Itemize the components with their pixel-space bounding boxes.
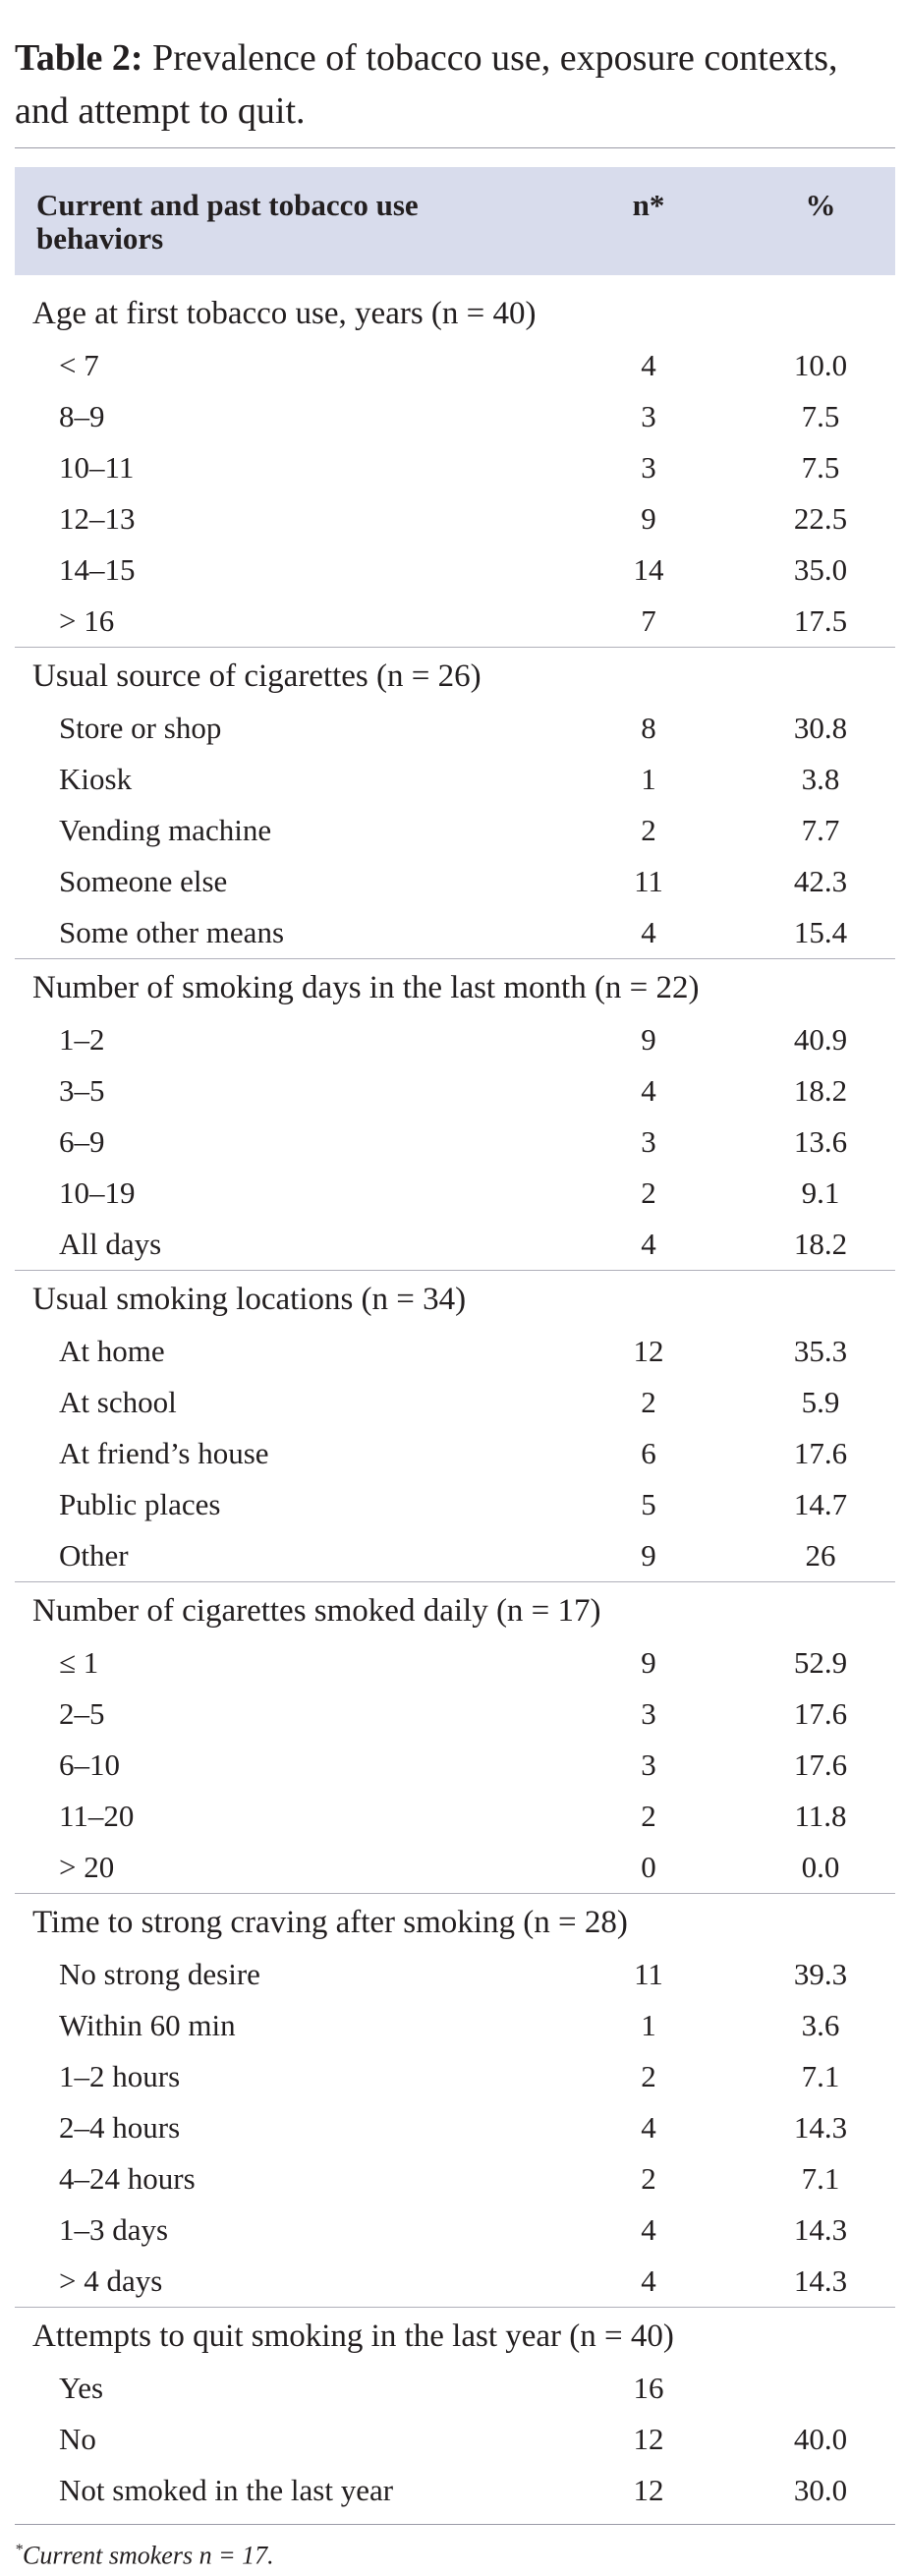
row-n: 3 <box>641 399 656 433</box>
table-row <box>15 1219 895 1270</box>
row-percent: 35.0 <box>793 552 848 587</box>
row-n: 4 <box>641 1073 656 1108</box>
row-n: 2 <box>641 1385 656 1419</box>
row-label: At home <box>59 1334 165 1368</box>
row-label: 10–11 <box>59 450 135 485</box>
row-percent: 7.5 <box>801 399 840 433</box>
row-n: 2 <box>641 813 656 847</box>
table-row <box>15 391 895 442</box>
table-row <box>15 1637 895 1689</box>
table-caption: Prevalence of tobacco use, exposure contexts, and attempt to quit. <box>15 37 838 132</box>
table-row <box>15 2256 895 2307</box>
row-n: 0 <box>641 1850 656 1884</box>
row-n: 9 <box>641 1538 656 1573</box>
row-label: Someone else <box>59 864 228 898</box>
row-percent: 14.7 <box>793 1487 848 1521</box>
footnote-marker: * <box>15 2542 23 2558</box>
table-row <box>15 1065 895 1116</box>
row-label: < 7 <box>59 348 99 382</box>
table-row <box>15 2465 895 2516</box>
row-percent: 15.4 <box>793 915 848 949</box>
row-n: 12 <box>633 2473 664 2507</box>
row-n: 2 <box>641 2059 656 2093</box>
row-percent: 7.5 <box>801 450 840 485</box>
table-row <box>15 1689 895 1740</box>
row-percent: 22.5 <box>793 501 848 536</box>
row-label: ≤ 1 <box>59 1645 99 1680</box>
table-label: Table 2: <box>15 37 143 79</box>
row-percent: 42.3 <box>793 864 848 898</box>
table-header <box>15 167 895 275</box>
row-percent: 10.0 <box>793 348 848 382</box>
row-percent: 40.0 <box>793 2422 848 2456</box>
row-label: 1–3 days <box>59 2212 169 2247</box>
row-label: 10–19 <box>59 1175 136 1210</box>
row-percent: 17.6 <box>793 1436 848 1470</box>
row-percent: 9.1 <box>801 1175 840 1210</box>
row-label: Vending machine <box>59 813 272 847</box>
row-percent: 7.1 <box>801 2059 840 2093</box>
row-label: Some other means <box>59 915 285 949</box>
section-heading <box>15 958 895 1014</box>
row-label: 12–13 <box>59 501 136 536</box>
table-row <box>15 1740 895 1791</box>
row-n: 9 <box>641 501 656 536</box>
row-n: 16 <box>633 2371 664 2405</box>
row-n: 3 <box>641 1124 656 1159</box>
section-heading <box>15 2307 895 2363</box>
header-percent: % <box>805 188 836 222</box>
row-label: Store or shop <box>59 711 222 745</box>
row-percent: 11.8 <box>794 1799 847 1833</box>
row-label: 3–5 <box>59 1073 105 1108</box>
row-label: Kiosk <box>59 762 133 796</box>
row-n: 6 <box>641 1436 656 1470</box>
row-label: 11–20 <box>59 1799 135 1833</box>
row-label: > 16 <box>59 603 115 638</box>
row-n: 3 <box>641 1747 656 1782</box>
table-row <box>15 1014 895 1065</box>
row-label: Yes <box>59 2371 104 2405</box>
row-percent: 3.8 <box>801 762 840 796</box>
table-body <box>15 285 895 2516</box>
row-label: 8–9 <box>59 399 105 433</box>
section-heading <box>15 1581 895 1637</box>
table-row <box>15 2051 895 2102</box>
row-label: 2–5 <box>59 1696 105 1731</box>
row-percent: 30.8 <box>793 711 848 745</box>
row-n: 8 <box>641 711 656 745</box>
row-label: Public places <box>59 1487 221 1521</box>
row-n: 1 <box>641 2008 656 2042</box>
row-percent: 18.2 <box>793 1073 848 1108</box>
row-n: 2 <box>641 1175 656 1210</box>
table-title <box>15 31 879 138</box>
row-percent: 3.6 <box>801 2008 840 2042</box>
row-n: 4 <box>641 2212 656 2247</box>
section-title: Usual smoking locations (n = 34) <box>32 1282 467 1317</box>
row-n: 7 <box>641 603 656 638</box>
table-row <box>15 2363 895 2414</box>
row-label: Within 60 min <box>59 2008 236 2042</box>
row-n: 12 <box>633 1334 664 1368</box>
row-percent: 26 <box>805 1538 836 1573</box>
bottom-rule <box>15 2524 895 2525</box>
table-row <box>15 1479 895 1530</box>
row-percent: 14.3 <box>793 2212 848 2247</box>
table-row <box>15 1949 895 2000</box>
table-row <box>15 544 895 596</box>
table-row <box>15 856 895 907</box>
row-percent: 35.3 <box>793 1334 848 1368</box>
table-row <box>15 907 895 958</box>
table-row <box>15 2204 895 2256</box>
row-percent: 17.6 <box>793 1696 848 1731</box>
row-percent: 52.9 <box>793 1645 848 1680</box>
row-n: 2 <box>641 2161 656 2196</box>
table-row <box>15 2153 895 2204</box>
row-n: 2 <box>641 1799 656 1833</box>
row-label: > 4 days <box>59 2263 163 2298</box>
row-n: 4 <box>641 915 656 949</box>
table-row <box>15 805 895 856</box>
row-percent: 13.6 <box>793 1124 848 1159</box>
row-label: > 20 <box>59 1850 115 1884</box>
table-row <box>15 1168 895 1219</box>
footnote <box>15 2536 274 2571</box>
section-heading <box>15 285 895 340</box>
row-n: 3 <box>641 1696 656 1731</box>
row-n: 3 <box>641 450 656 485</box>
row-label: 1–2 hours <box>59 2059 181 2093</box>
row-n: 4 <box>641 2110 656 2145</box>
top-rule <box>15 147 895 148</box>
table-row <box>15 2000 895 2051</box>
header-n: n* <box>632 188 665 222</box>
row-percent: 17.5 <box>793 603 848 638</box>
row-label: 14–15 <box>59 552 136 587</box>
row-n: 9 <box>641 1645 656 1680</box>
row-label: No strong desire <box>59 1957 260 1991</box>
row-n: 4 <box>641 1227 656 1261</box>
section-title: Number of smoking days in the last month (n = 22) <box>32 970 700 1005</box>
row-percent: 14.3 <box>793 2263 848 2298</box>
row-label: No <box>59 2422 96 2456</box>
table-row <box>15 1530 895 1581</box>
row-n: 14 <box>633 552 664 587</box>
row-percent: 0.0 <box>801 1850 840 1884</box>
table-row <box>15 1377 895 1428</box>
table-row <box>15 703 895 754</box>
table-row <box>15 754 895 805</box>
footnote-text: Current smokers n = 17. <box>23 2541 274 2570</box>
section-title: Time to strong craving after smoking (n = 28) <box>32 1905 628 1940</box>
section-title: Age at first tobacco use, years (n = 40) <box>32 296 537 331</box>
row-label: At school <box>59 1385 177 1419</box>
row-percent: 18.2 <box>793 1227 848 1261</box>
row-percent: 40.9 <box>793 1022 848 1057</box>
row-percent: 5.9 <box>801 1385 840 1419</box>
row-label: At friend’s house <box>59 1436 269 1470</box>
table-row <box>15 442 895 493</box>
row-label: Other <box>59 1538 129 1573</box>
row-percent: 7.1 <box>801 2161 840 2196</box>
row-percent: 39.3 <box>793 1957 848 1991</box>
row-n: 11 <box>634 864 663 898</box>
row-label: 6–9 <box>59 1124 105 1159</box>
row-percent: 17.6 <box>793 1747 848 1782</box>
table-row <box>15 1326 895 1377</box>
row-percent: 14.3 <box>793 2110 848 2145</box>
row-percent: 7.7 <box>801 813 840 847</box>
row-n: 4 <box>641 2263 656 2298</box>
section-title: Usual source of cigarettes (n = 26) <box>32 658 482 694</box>
row-label: Not smoked in the last year <box>59 2473 394 2507</box>
row-n: 9 <box>641 1022 656 1057</box>
row-label: 6–10 <box>59 1747 120 1782</box>
table-row <box>15 2414 895 2465</box>
table-row <box>15 1116 895 1168</box>
table-row <box>15 493 895 544</box>
section-heading <box>15 1893 895 1949</box>
row-n: 4 <box>641 348 656 382</box>
section-heading <box>15 1270 895 1326</box>
table-row <box>15 596 895 647</box>
section-heading <box>15 647 895 703</box>
row-label: All days <box>59 1227 162 1261</box>
row-label: 4–24 hours <box>59 2161 196 2196</box>
row-n: 1 <box>641 762 656 796</box>
row-n: 5 <box>641 1487 656 1521</box>
table-row <box>15 1428 895 1479</box>
table-row <box>15 2102 895 2153</box>
row-label: 2–4 hours <box>59 2110 181 2145</box>
row-n: 12 <box>633 2422 664 2456</box>
row-percent: 30.0 <box>793 2473 848 2507</box>
table-row <box>15 1791 895 1842</box>
row-n: 11 <box>634 1957 663 1991</box>
section-title: Attempts to quit smoking in the last year (n = 40) <box>32 2318 674 2354</box>
header-behaviors: Current and past tobacco use behaviors <box>36 188 419 256</box>
table-row <box>15 1842 895 1893</box>
row-label: 1–2 <box>59 1022 105 1057</box>
table-row <box>15 340 895 391</box>
section-title: Number of cigarettes smoked daily (n = 17) <box>32 1593 601 1629</box>
